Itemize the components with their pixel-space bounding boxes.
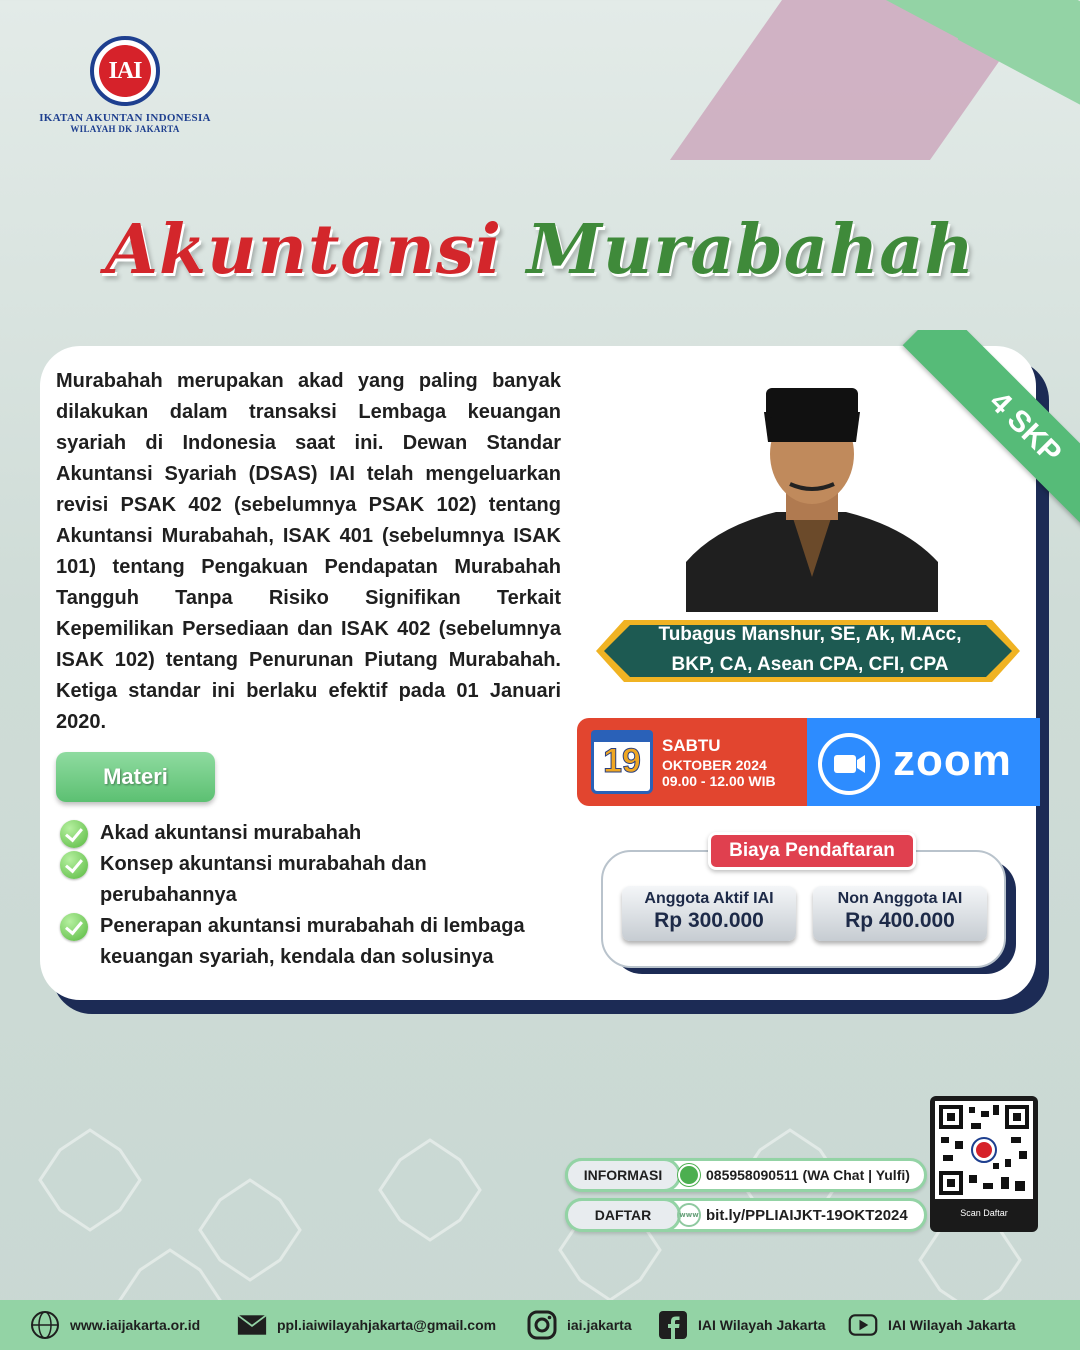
zoom-logo-text: zoom	[893, 736, 1012, 785]
check-icon	[60, 913, 88, 941]
footer-facebook[interactable]	[658, 1300, 826, 1350]
fee-label: Non Anggota IAI	[837, 890, 963, 907]
fee-price: Rp 400.000	[845, 909, 955, 932]
speaker-name	[620, 620, 1000, 680]
skp-ribbon	[860, 330, 1080, 550]
zoom-camera-icon	[818, 733, 880, 795]
fee-non-member	[813, 886, 987, 941]
speaker-name-line-2: BKP, CA, Asean CPA, CFI, CPA	[671, 654, 949, 675]
info-label: INFORMASI	[565, 1158, 681, 1192]
instagram-icon	[527, 1310, 557, 1340]
fee-price: Rp 300.000	[654, 909, 764, 932]
materi-list	[60, 818, 560, 973]
materi-label: Materi	[56, 752, 215, 802]
footer-website-text: www.iaijakarta.or.id	[70, 1317, 201, 1333]
fee-label: Anggota Aktif IAI	[644, 890, 774, 907]
title-part-2: Murabahah	[526, 210, 975, 290]
materi-item	[60, 911, 560, 973]
mail-icon	[237, 1310, 267, 1340]
logo-emblem	[90, 36, 160, 106]
fee-title: Biaya Pendaftaran	[708, 832, 916, 870]
date-number: 19	[603, 742, 641, 780]
footer-email-text: ppl.iaiwilayahjakarta@gmail.com	[277, 1317, 497, 1333]
footer-instagram[interactable]	[527, 1300, 632, 1350]
www-icon: www	[677, 1203, 701, 1227]
www-icon	[30, 1310, 60, 1340]
fee-member	[622, 886, 796, 941]
page-title	[0, 210, 1080, 290]
decor-islamic-pattern	[0, 1090, 1080, 1300]
materi-item-text: Akad akuntansi murabahah	[100, 822, 362, 844]
youtube-icon	[848, 1310, 878, 1340]
footer-youtube-text: IAI Wilayah Jakarta	[888, 1317, 1016, 1333]
facebook-icon	[658, 1310, 688, 1340]
logo-mark: IAI	[99, 45, 151, 97]
org-region: WILAYAH DK JAKARTA	[70, 124, 180, 134]
materi-item-text: Penerapan akuntansi murabahah di lembaga keuangan syariah, kendala dan solusinya	[100, 915, 525, 968]
speaker-name-line-1: Tubagus Manshur, SE, Ak, M.Acc,	[658, 624, 962, 645]
calendar-icon-header	[591, 730, 653, 742]
footer-youtube[interactable]	[848, 1300, 1016, 1350]
whatsapp-icon	[678, 1164, 700, 1186]
info-value[interactable]: 085958090511 (WA Chat | Yulfi)	[706, 1167, 910, 1183]
daftar-label: DAFTAR	[565, 1198, 681, 1232]
footer-instagram-text: iai.jakarta	[567, 1317, 632, 1333]
event-time: 09.00 - 12.00 WIB	[662, 773, 776, 789]
event-month: OKTOBER 2024	[662, 757, 767, 773]
qr-caption: Scan Daftar	[960, 1208, 1008, 1218]
materi-item	[60, 849, 560, 911]
qr-code[interactable]	[935, 1101, 1033, 1199]
footer-email[interactable]	[237, 1300, 496, 1350]
event-day: SABTU	[662, 736, 721, 755]
footer-facebook-text: IAI Wilayah Jakarta	[698, 1317, 826, 1333]
skp-badge: 4 SKP	[903, 330, 1080, 550]
title-part-1: Akuntansi	[105, 210, 502, 290]
materi-item	[60, 818, 560, 849]
iai-logo	[30, 36, 220, 134]
check-icon	[60, 851, 88, 879]
daftar-link[interactable]: bit.ly/PPLIAIJKT-19OKT2024	[706, 1207, 908, 1224]
materi-item-text: Konsep akuntansi murabahah dan perubahannya	[100, 853, 427, 906]
org-name: IKATAN AKUNTAN INDONESIA	[39, 112, 211, 124]
footer-website[interactable]	[30, 1300, 200, 1350]
event-description: Murabahah merupakan akad yang paling banyak dilakukan dalam transaksi Lembaga keuangan syariah di Indonesia saat ini. Dewan Standar Akuntansi Syariah (DSAS) IAI telah mengeluarkan revisi PSAK 402 (sebelumnya PSAK 102) tentang Akuntansi Murabahah, ISAK 401 (sebelumnya ISAK 101) tentang Pengakuan Pendapatan Murabahah Tangguh Tanpa Risiko Signifikan Terkait Kepemilikan Persediaan dan ISAK 402 (sebelumnya ISAK 102) tentang Penurunan Piutang Murabahah. Ketiga standar ini berlaku efektif pada 01 Januari 2020.	[56, 370, 561, 733]
check-icon	[60, 820, 88, 848]
